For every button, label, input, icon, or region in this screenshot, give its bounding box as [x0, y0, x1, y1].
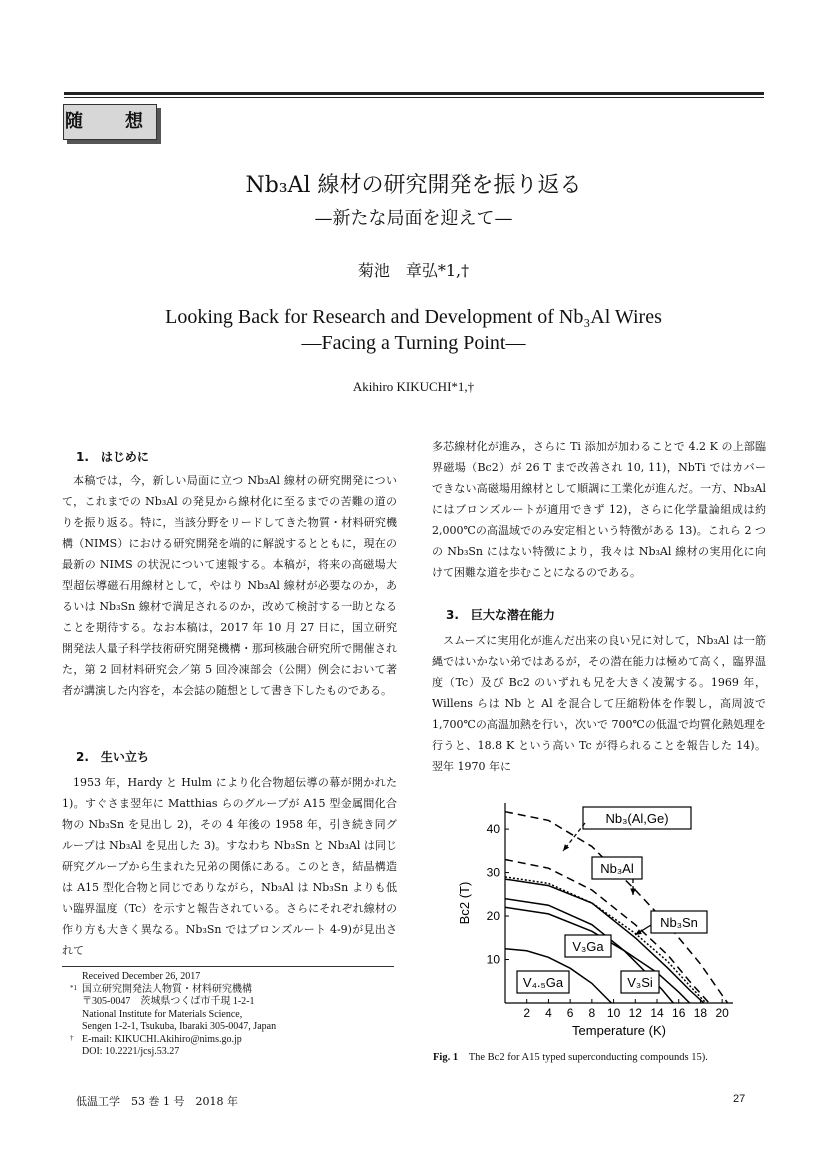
section-1-heading: 1. はじめに: [76, 450, 149, 464]
label-v3ga: V₃Ga: [572, 939, 604, 954]
doi: DOI: 10.2221/jcsj.53.27: [82, 1046, 180, 1057]
top-rule-thin: [64, 97, 764, 98]
footnote-affiliation: [62, 984, 402, 1034]
x-tick-label: 12: [628, 1006, 642, 1020]
label-nb3alge: Nb₃(Al,Ge): [605, 811, 669, 826]
label-v45ga: V₄.₅Ga: [522, 975, 564, 990]
label-nb3sn: Nb₃Sn: [660, 915, 698, 930]
y-tick-label: 30: [486, 865, 500, 880]
title-jp: Nb₃Al 線材の研究開発を振り返る: [245, 173, 582, 198]
right-body-continued: 多芯線材化が進み，さらに Ti 添加が加わることで 4.2 K の上部臨界磁場（Bc2）が 26 T まで改善され 10, 11)，NbTi ではカバーできない高磁場用線材として順調に工業化が進んだ。一方、Nb₃Al にはブロンズルートが適用できず 12)，さらに化学量論組成は約 2,000℃の高温域でのみ安定相という特徴がある 13)。これら 2 つの Nb₃Sn にはない特徴により，我々は Nb₃Al 線材の実用化に向けて困難な道を歩むことになるのである。: [432, 440, 766, 579]
journal-footer: 低温工学 53 巻 1 号 2018 年: [76, 1095, 238, 1108]
section-2-heading: 2. 生い立ち: [76, 750, 149, 764]
y-tick-label: 10: [486, 952, 500, 967]
email: E-mail: KIKUCHI.Akihiro@nims.go.jp: [82, 1033, 242, 1045]
bc2-chart: [455, 795, 755, 1045]
y-tick-label: 20: [486, 909, 500, 924]
chart-labels: [517, 807, 707, 993]
x-tick-label: 2: [523, 1006, 531, 1020]
footnote-rule: [62, 966, 394, 967]
label-nb3al: Nb₃Al: [600, 861, 634, 876]
affiliation-jp: 国立研究開発法人物質・材料研究機構: [82, 983, 252, 995]
y-tick-label: 40: [486, 822, 500, 837]
affiliation-en: National Institute for Materials Science,: [82, 1008, 243, 1020]
arrow-nb3al-head: [630, 889, 635, 895]
footnote-mark-2: †: [70, 1033, 74, 1042]
author-en: Akihiro KIKUCHI*1,†: [352, 379, 475, 394]
section-2-body: 1953 年，Hardy と Hulm により化合物超伝導の幕が開かれた 1)。すぐさま翌年に Matthias らのグループが A15 型金属間化合物の Nb₃Sn を見出し 2)，その 4 年後の 1958 年，引き続き同グループは Nb₃Al を見出した 3)。すなわち Nb₃Sn と Nb₃Al は同じ研究グループから生まれた兄弟の関係にある。このとき，結晶構造は A15 型化合物と同じでありながら，Nb₃Al は Nb₃Sn よりも低い臨界温度（Tc）を示すと報告されている。さらにそれぞれ線材の作り方も大きく異なる。Nb₃Sn ではブロンズルート 4-9)が見出されて: [62, 776, 397, 957]
x-axis-label: Temperature (K): [572, 1023, 666, 1038]
figure-caption-label: Fig. 1: [433, 1052, 459, 1063]
figure-caption: [433, 1052, 773, 1063]
section-3-body: スムーズに実用化が進んだ出来の良い兄に対して，Nb₃Al は一筋縄ではいかない弟ではあるが，その潜在能力は極めて高く，臨界温度（Tc）及び Bc2 のいずれも兄を大きく凌駕する。1969 年，Willens らは Nb と Al を混合して圧縮粉体を作製し，高周波で 1,700℃の高温加熱を行い，次いで 700℃の低温で均質化熱処理を行うと、18.8 K という高い Tc が得られることを報告した 14)。翌年 1970 年に: [432, 634, 766, 773]
section-3-heading: 3. 巨大な潜在能力: [446, 608, 555, 622]
x-tick-label: 16: [672, 1006, 686, 1020]
title-en: Looking Back for Research and Development of Nb₃Al Wires: [165, 306, 662, 328]
subtitle-en: —Facing a Turning Point—: [301, 332, 526, 354]
top-rule-thick: [64, 92, 764, 95]
x-tick-label: 14: [650, 1006, 664, 1020]
subtitle-jp: —新たな局面を迎えて—: [314, 208, 513, 229]
footnote-mark-1: *1: [70, 983, 77, 992]
label-v3si: V₃Si: [627, 975, 653, 990]
address-en: Sengen 1-2-1, Tsukuba, Ibaraki 305-0047, Japan: [82, 1021, 277, 1032]
x-tick-label: 8: [588, 1006, 596, 1020]
x-tick-label: 18: [693, 1006, 708, 1020]
x-tick-label: 4: [545, 1006, 552, 1020]
x-tick-label: 10: [606, 1006, 621, 1020]
footnote-email: [62, 1034, 402, 1059]
x-tick-label: 20: [715, 1006, 729, 1020]
arrow-nb3alge-head: [563, 844, 569, 851]
y-axis-label: Bc2 (T): [457, 881, 472, 925]
category-tag: 随 想: [63, 104, 157, 140]
page-number: 27: [733, 1093, 746, 1105]
footnote-received: Received December 26, 2017: [82, 971, 201, 982]
address-jp: 〒305-0047 茨城県つくば市千現 1-2-1: [82, 996, 255, 1007]
x-tick-label: 6: [566, 1006, 574, 1020]
figure-caption-text: The Bc2 for A15 typed superconducting compounds 15).: [468, 1052, 708, 1063]
section-1-body: 本稿では，今，新しい局面に立つ Nb₃Al 線材の研究開発について，これまでの Nb₃Al の発見から線材化に至るまでの苦難の道のりを振り返る。特に，当該分野をリードしてきた物質・材料研究機構（NIMS）における研究開発を端的に解説するとともに，現在の最新の NIMS の状況について速報する。本稿が，将来の高磁場大型超伝導磁石用線材として，やはり Nb₃Al 線材が必要なのか，あるいは Nb₃Sn 線材で満足されるのか，改めて検討する一助となることを期待する。なお本稿は，2017 年 10 月 27 日に，国立研究開発法人量子科学技術研究開発機構・那珂核融合研究所で開催された，第 2 回材料研究会／第 5 回冷凍部会（公開）例会において著者が講演した内容を，本会誌の随想として書き下したものである。: [62, 474, 397, 697]
footnotes: [62, 971, 402, 1059]
author-jp: 菊池 章弘*1,†: [357, 261, 470, 280]
